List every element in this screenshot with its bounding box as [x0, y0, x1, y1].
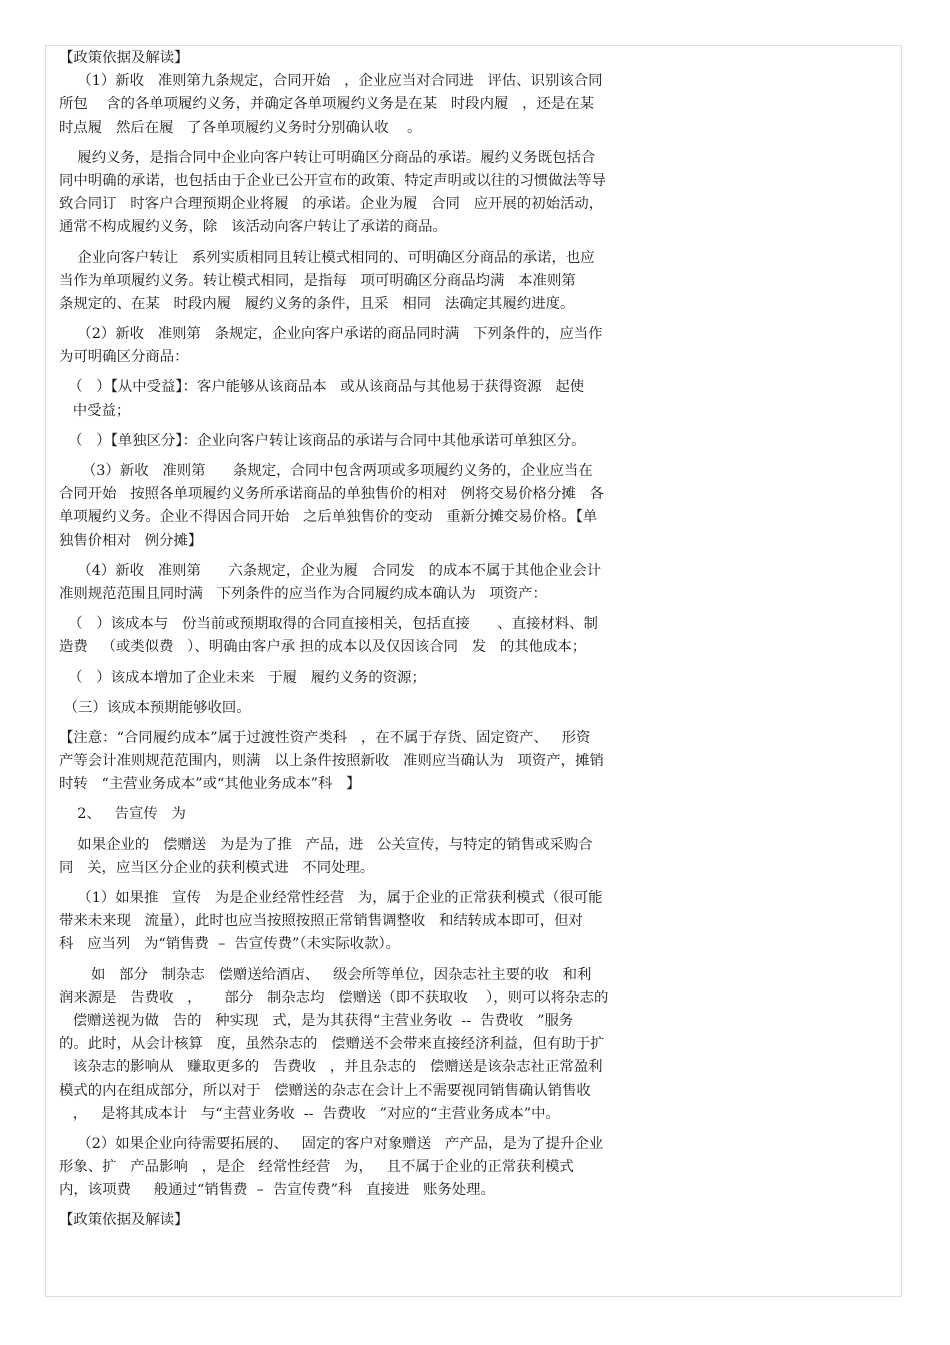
text-line: （三）该成本预期能够收回。	[59, 699, 251, 716]
text-line: 偿赠送视为做 告的 种实现 式，是为其获得“主营业务收 -- 告费收 ”服务	[59, 1012, 574, 1029]
document-body	[59, 47, 709, 1233]
text-line: 2、 告宣传 为	[59, 806, 186, 823]
text-line: 合同开始 按照各单项履约义务所承诺商品的单独售价的相对 例将交易价格分摊 各	[59, 486, 604, 503]
paragraph-gap	[59, 880, 709, 887]
text-line: （1）新收 准则第九条规定，合同开始 ，企业应当对合同进 评估、识别该合同	[59, 73, 603, 90]
paragraph-gap	[59, 720, 709, 727]
paragraph-gap	[59, 827, 709, 834]
text-line: 如果企业的 偿赠送 为是为了推 产品，进 公关宣传，与特定的销售或采购合	[59, 836, 593, 853]
text-line: 致合同订 时客户合理预期企业将履 的承诺。企业为履 合同 应开展的初始活动，	[59, 196, 604, 213]
text-line: 模式的内在组成部分，所以对于 偿赠送的杂志在会计上不需要视同销售确认销售收	[59, 1082, 591, 1099]
text-line: 所包 含的各单项履约义务，并确定各单项履约义务是在某 时段内履 ，还是在某	[59, 96, 595, 113]
text-line: 当作为单项履约义务。转让模式相同，是指每 项可明确区分商品均满 本准则第	[59, 272, 576, 289]
text-line: 同中明确的承诺，也包括由于企业已公开宣布的政策、特定声明或以往的习惯做法等导	[59, 172, 606, 189]
text-line: ， 是将其成本计 与“主营业务收 -- 告费收 ”对应的“主营业务成本”中。	[59, 1105, 560, 1122]
text-line: 为可明确区分商品：	[59, 349, 189, 366]
text-line: 通常不构成履约义务，除 该活动向客户转让了承诺的商品。	[59, 219, 447, 236]
text-line: 造费 （或类似费 ）、明确由客户承 担的成本以及仅因该合同 发 的其他成本；	[59, 639, 587, 656]
text-line: 履约义务，是指合同中企业向客户转让可明确区分商品的承诺。履约义务既包括合	[59, 149, 596, 166]
text-line: 内，该项费 般通过“销售费 – 告宣传费”科 直接进 账务处理。	[59, 1182, 495, 1199]
text-line: 准则规范范围且同时满 下列条件的应当作为合同履约成本确认为 项资产：	[59, 585, 547, 602]
text-line: 润来源是 告费收 ， 部分 制杂志均 偿赠送（即不获取收 ），则可以将杂志的	[59, 989, 609, 1006]
text-line: （2）新收 准则第 条规定，企业向客户承诺的商品同时满 下列条件的，应当作	[59, 326, 603, 343]
paragraph-gap	[59, 369, 709, 376]
text-line: 企业向客户转让 系列实质相同且转让模式相同的、可明确区分商品的承诺，也应	[59, 249, 595, 266]
text-line: 时转 “主营业务成本”或“其他业务成本”科 】	[59, 776, 361, 793]
text-line: 【政策依据及解读】	[59, 1212, 189, 1229]
paragraph-gap	[59, 606, 709, 613]
paragraph-gap	[59, 690, 709, 697]
text-line: 产等会计准则规范范围内，则满 以上条件按照新收 准则应当确认为 项资产，摊销	[59, 753, 604, 770]
text-line: 时点履 然后在履 了各单项履约义务时分别确认收 。	[59, 119, 422, 136]
text-line: （ ）该成本增加了企业未来 于履 履约义务的资源；	[59, 669, 426, 686]
paragraph-gap	[59, 453, 709, 460]
paragraph-gap	[59, 957, 709, 964]
paragraph-gap	[59, 240, 709, 247]
text-line: 独售价相对 例分摊】	[59, 532, 203, 549]
text-line: 【注意：“合同履约成本”属于过渡性资产类科 ，在不属于存货、固定资产、 形资	[59, 729, 591, 746]
text-line: 科 应当列 为“销售费 – 告宣传费”（未实际收款）。	[59, 936, 401, 953]
text-line: 形象、扩 产品影响 ，是企 经常性经营 为， 且不属于企业的正常获利模式	[59, 1159, 574, 1176]
text-line: 同 关，应当区分企业的获利模式进 不同处理。	[59, 859, 375, 876]
paragraph-gap	[59, 423, 709, 430]
text-line: 带来未来现 流量），此时也应当按照按照正常销售调整收 和结转成本即可，但对	[59, 913, 583, 930]
text-line: （4）新收 准则第 六条规定，企业为履 合同发 的成本不属于其他企业会计	[59, 562, 602, 579]
paragraph-gap	[59, 1202, 709, 1209]
text-line: 【政策依据及解读】	[59, 50, 189, 66]
paragraph-gap	[59, 553, 709, 560]
text-line: 中受益；	[59, 402, 131, 419]
text-line: （2）如果企业向待需要拓展的、 固定的客户对象赠送 产产品，是为了提升企业	[59, 1135, 604, 1152]
text-line: （ ）该成本与 份当前或预期取得的合同直接相关，包括直接 、直接材料、制	[59, 616, 598, 633]
text-line: （ ）【单独区分】：企业向客户转让该商品的承诺与合同中其他承诺可单独区分。	[59, 432, 586, 449]
text-line: 该杂志的影响从 赚取更多的 告费收 ，并且杂志的 偿赠送是该杂志社正常盈利	[59, 1059, 603, 1076]
text-line: （ ）【从中受益】：客户能够从该商品本 或从该商品与其他易于获得资源 起使	[59, 379, 585, 396]
text-line: 条规定的、在某 时段内履 履约义务的条件，且采 相同 法确定其履约进度。	[59, 295, 575, 312]
paragraph-gap	[59, 1126, 709, 1133]
paragraph-gap	[59, 796, 709, 803]
paragraph-gap	[59, 140, 709, 147]
text-line: 单项履约义务。企业不得因合同开始 之后单独售价的变动 重新分摊交易价格。【单	[59, 509, 598, 526]
paragraph-gap	[59, 660, 709, 667]
text-line: 的。此时，从会计核算 度，虽然杂志的 偿赠送不会带来直接经济利益，但有助于扩	[59, 1036, 605, 1053]
paragraph-gap	[59, 316, 709, 323]
text-line: （3）新收 准则第 条规定，合同中包含两项或多项履约义务的，企业应当在	[59, 463, 593, 479]
text-line: （1）如果推 宣传 为是企业经常性经营 为，属于企业的正常获利模式（很可能	[59, 890, 603, 906]
text-line: 如 部分 制杂志 偿赠送给酒店、 级会所等单位，因杂志社主要的收 和利	[59, 966, 592, 983]
